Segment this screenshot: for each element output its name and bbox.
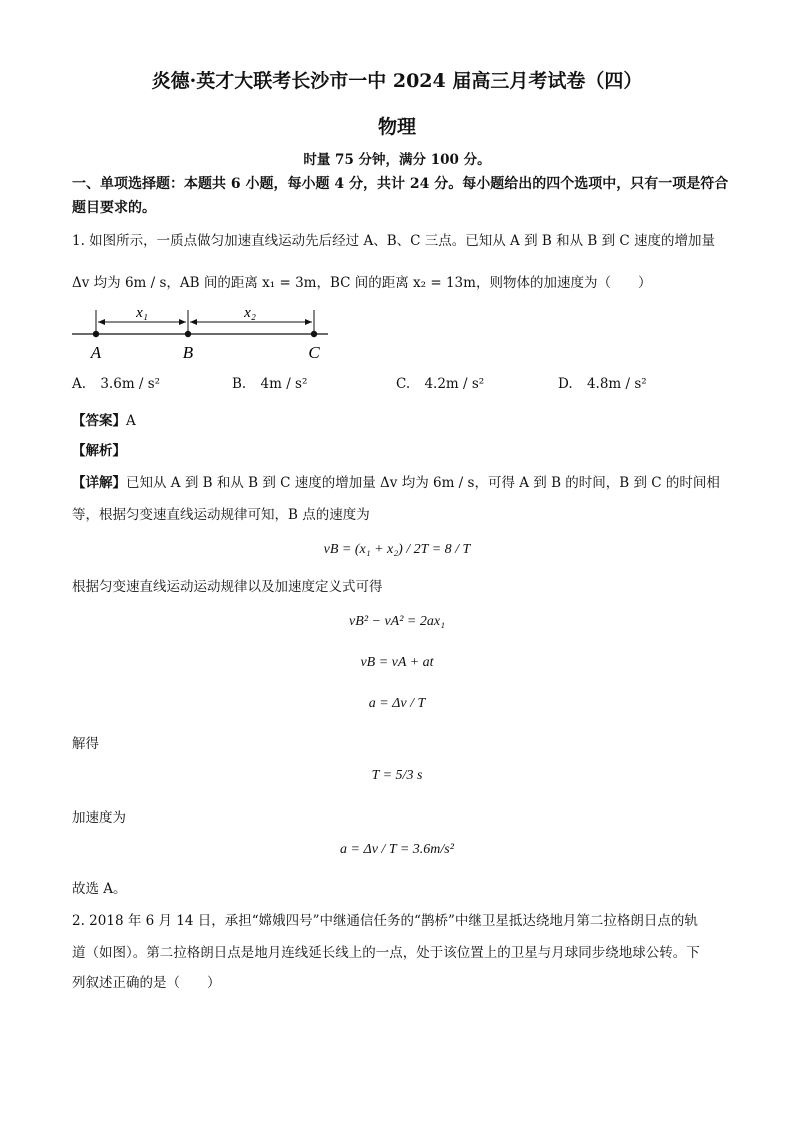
q2-stem-line1: 2. 2018 年 6 月 14 日，承担“嫦娥四号”中继通信任务的“鹊桥”中继卫星抵达绕地月第二拉格朗日点的轨: [72, 913, 698, 929]
q1-solve-label: 解得: [72, 736, 99, 752]
point-b-dot: [185, 331, 191, 337]
detail-tag: 【详解】: [72, 475, 126, 491]
equation-accel-result: a = Δv / T = 3.6m/s²: [340, 842, 454, 857]
q1-answer: [72, 408, 732, 435]
option-d-text: 4.8m / s²: [586, 376, 647, 392]
detail-text1: 已知从 A 到 B 和从 B 到 C 速度的增加量 Δv 均为 6m / s，可得 A 到 B 的时间，B 到 C 的时间相: [126, 475, 720, 491]
point-a-dot: [93, 331, 99, 337]
option-a-text: 3.6m / s²: [100, 376, 161, 392]
equation-accel-def: a = Δv / T: [368, 696, 426, 711]
q1-detail-line1: [72, 470, 732, 497]
exam-meta: 时量 75 分钟，满分 100 分。: [303, 152, 491, 168]
q1-accel-label: 加速度为: [72, 810, 126, 826]
equation-velocity: vB = vA + at: [360, 655, 434, 670]
equation-kinematic: vB² − vA² = 2ax₁: [349, 614, 445, 629]
option-b-label: B.: [232, 376, 247, 392]
equation-time: T = 5/3 s: [371, 768, 423, 783]
label-x2: x₂: [244, 305, 256, 321]
label-b: B: [182, 343, 194, 362]
point-c-dot: [311, 331, 317, 337]
arrow-x2-left-head: [190, 319, 197, 325]
page-title: 炎德·英才大联考长沙市一中 2024 届高三月考试卷（四）: [151, 70, 643, 92]
answer-value: A: [126, 413, 136, 429]
q1-stem-line1: 1. 如图所示，一质点做匀加速直线运动先后经过 A、B、C 三点。已知从 A 到 B 和从 B 到 C 速度的增加量: [72, 233, 716, 249]
q2-stem-line3: 列叙述正确的是（ ）: [72, 975, 221, 991]
analysis-tag: 【解析】: [72, 443, 126, 459]
q1-option-a[interactable]: [72, 376, 160, 392]
arrow-x1-right-head: [179, 319, 186, 325]
q1-option-b[interactable]: [232, 376, 307, 392]
section-heading: 一、单项选择题：本题共 6 小题，每小题 4 分，共计 24 分。每小题给出的四个选项中，只有一项是符合题目要求的。: [72, 176, 729, 216]
q1-option-d[interactable]: [558, 376, 647, 392]
option-a-label: A.: [72, 376, 87, 392]
label-a: A: [90, 343, 102, 362]
q1-stem-line2: Δv 均为 6m / s，AB 间的距离 x₁ = 3m，BC 间的距离 x₂ = 13m，则物体的加速度为（ ）: [72, 275, 652, 291]
option-c-label: C.: [396, 376, 411, 392]
q1-option-c[interactable]: [396, 376, 484, 392]
option-d-label: D.: [558, 376, 573, 392]
arrow-x2-right-head: [305, 319, 312, 325]
equation-vb: vB = (x₁ + x₂) / 2T = 8 / T: [323, 542, 471, 557]
q1-text2: 根据匀变速直线运动运动规律以及加速度定义式可得: [72, 579, 383, 595]
label-x1: x₁: [136, 305, 148, 321]
q2-stem-line2: 道（如图）。第二拉格朗日点是地月连线延长线上的一点，处于该位置上的卫星与月球同步绕地球公转。下: [72, 945, 700, 961]
answer-tag: 【答案】: [72, 413, 126, 429]
subject-title: 物理: [377, 116, 416, 138]
arrow-x1-left-head: [98, 319, 105, 325]
option-c-text: 4.2m / s²: [424, 376, 485, 392]
option-b-text: 4m / s²: [260, 376, 308, 392]
q1-analysis-tag: [72, 438, 732, 465]
q1-conclusion: 故选 A。: [72, 881, 127, 897]
q1-detail-line2: 等，根据匀变速直线运动规律可知，B 点的速度为: [72, 507, 370, 523]
q1-figure: [72, 300, 342, 366]
label-c: C: [308, 343, 320, 362]
